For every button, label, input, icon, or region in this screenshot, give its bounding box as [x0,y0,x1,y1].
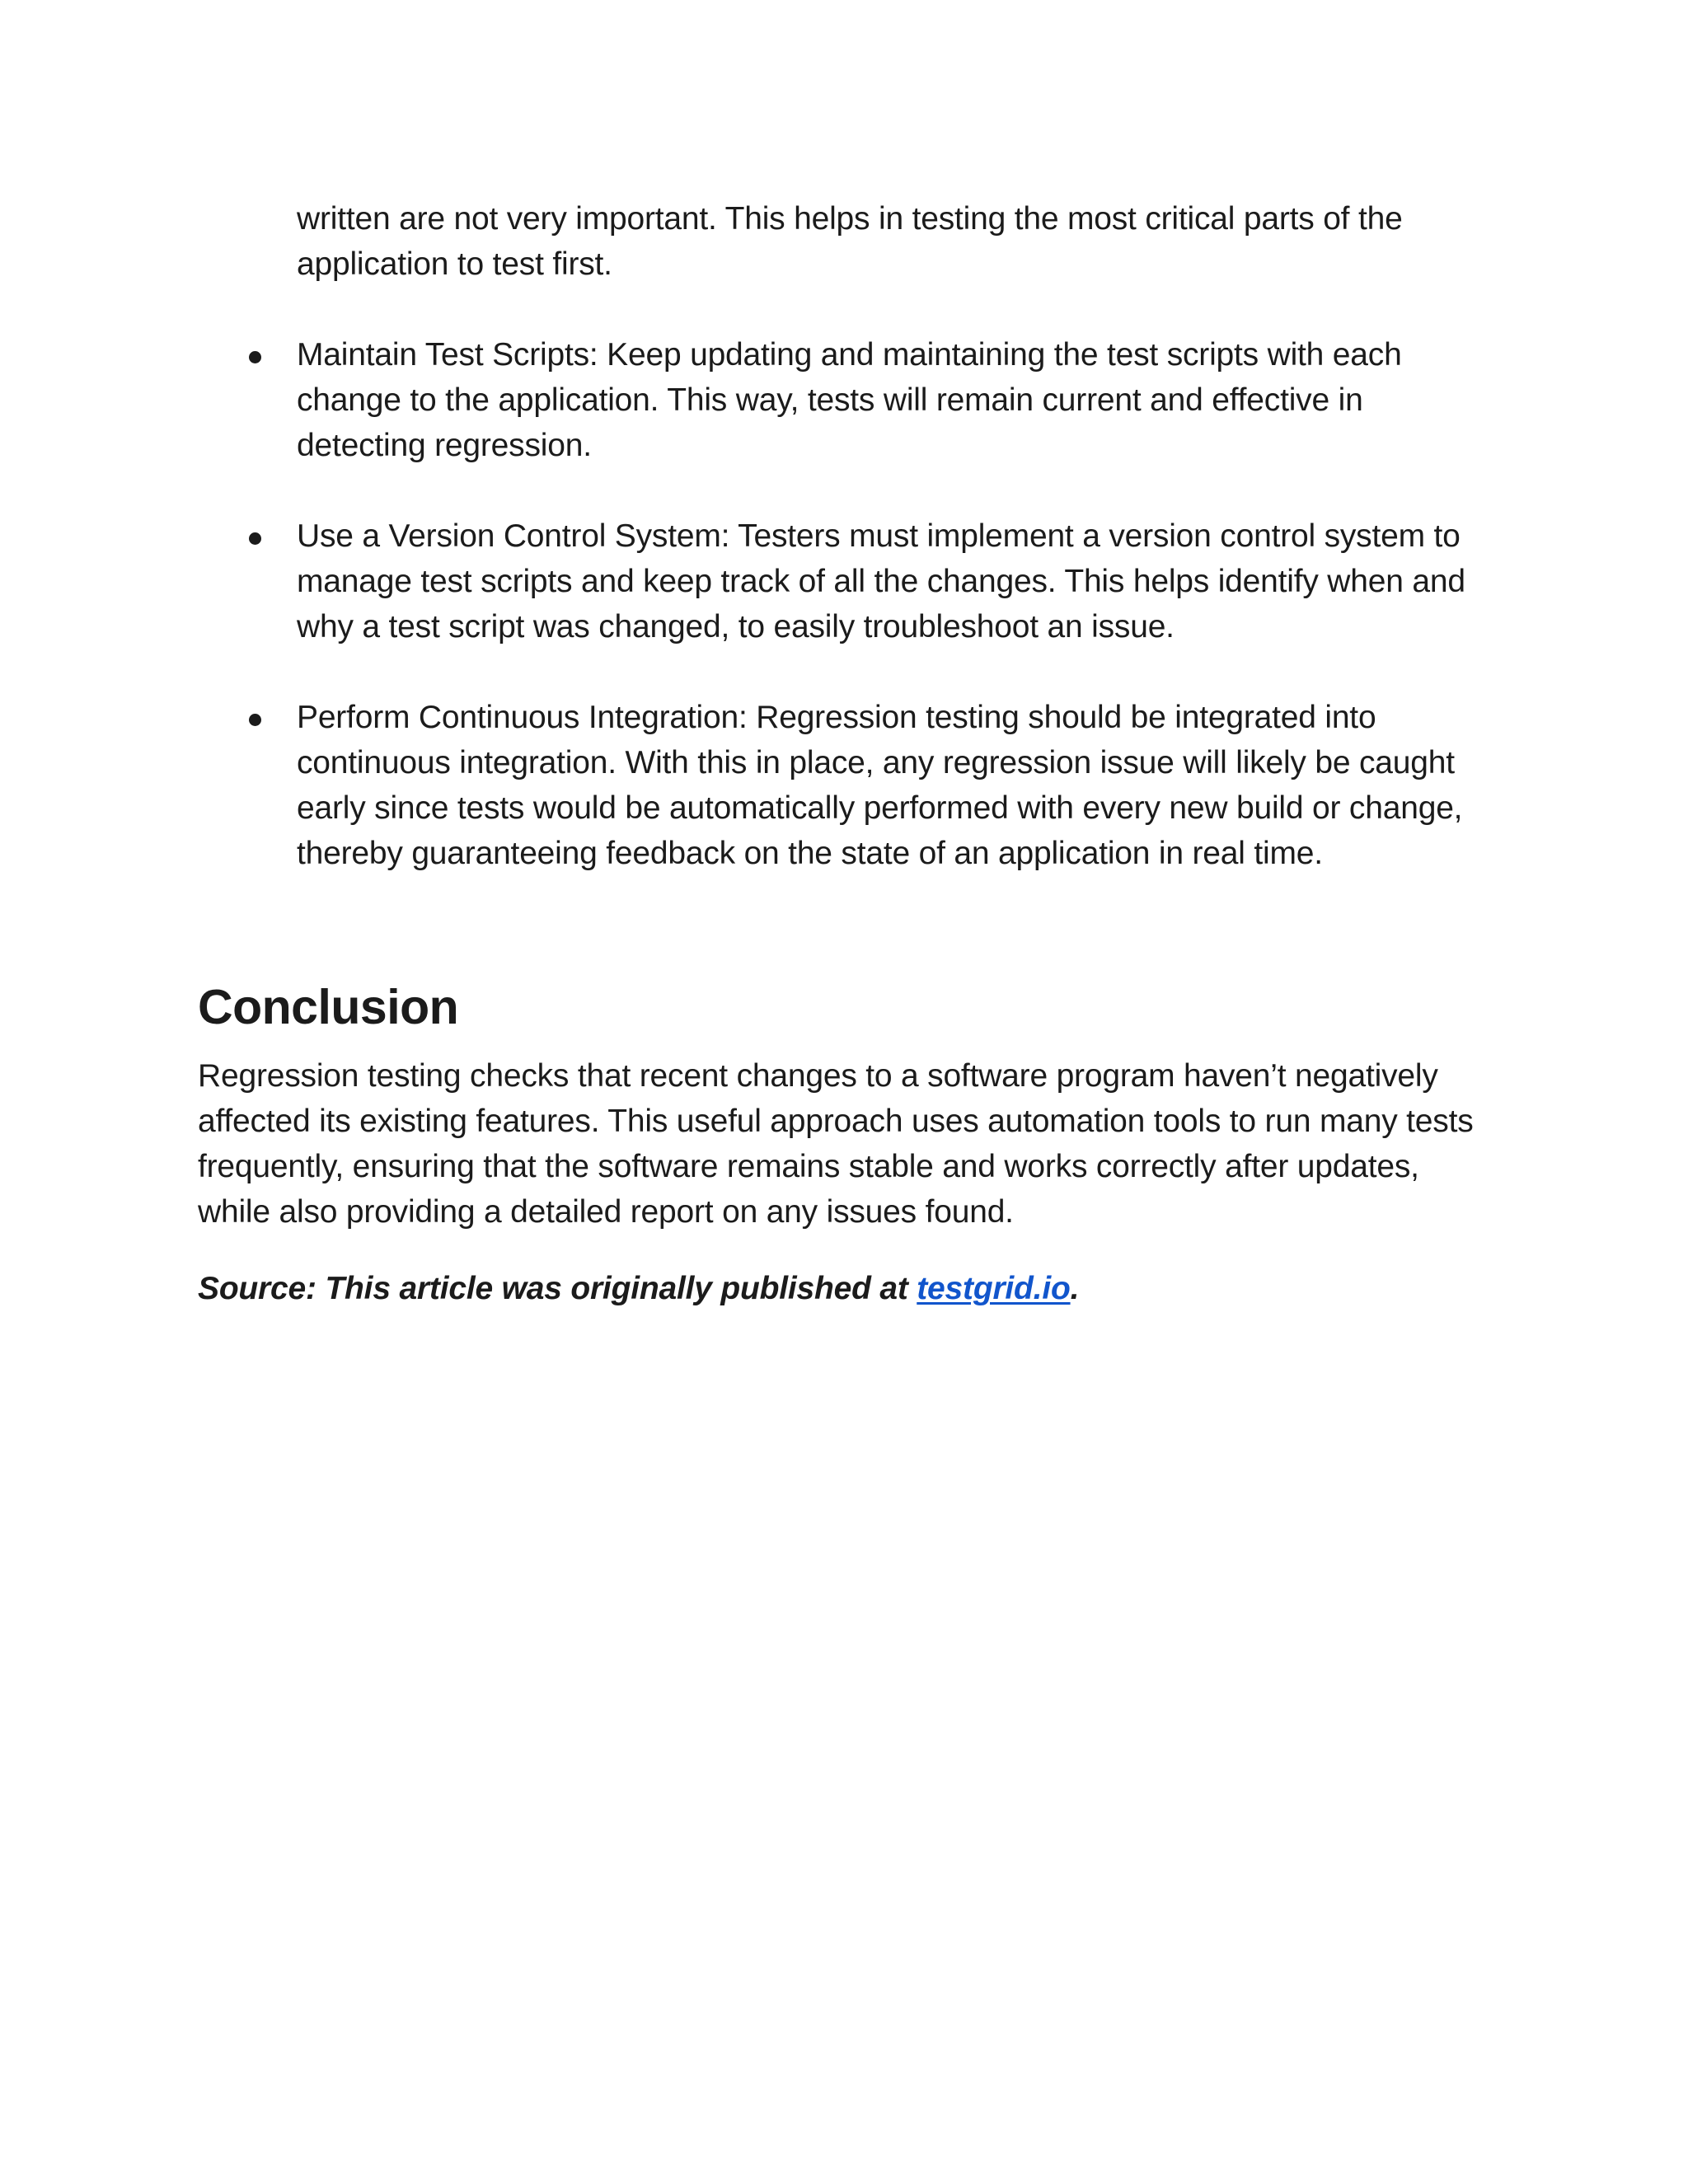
source-link[interactable]: testgrid.io [917,1271,1071,1306]
list-item-text: Use a Version Control System: Testers must implement a version control system to manage test scripts and keep track of all the changes. This helps identify when and why a test script was changed, to easily troubleshoot an issue. [297,518,1465,644]
best-practices-list [198,332,1500,876]
document-content [198,196,1500,1311]
source-prefix: Source: This article was originally published at [198,1271,917,1306]
source-attribution [198,1266,1500,1311]
conclusion-heading: Conclusion [198,980,459,1034]
list-item [198,513,1500,649]
conclusion-paragraph: Regression testing checks that recent changes to a software program haven’t negatively affected its existing features. This useful approach uses automation tools to run many tests frequently, ensuring that the software remains stable and works correctly after updates, while also providing a detailed report on any issues found. [198,1058,1474,1230]
bullet-icon [249,714,261,726]
list-item [198,332,1500,468]
list-item-text: Perform Continuous Integration: Regression testing should be integrated into continuous integration. With this in place, any regression issue will likely be caught early since tests would be automatically performed with every new build or change, thereby guaranteeing feedback on the state of an application in real time. [297,700,1463,871]
source-suffix: . [1070,1271,1080,1306]
bullet-icon [249,532,261,545]
list-item-text: Maintain Test Scripts: Keep updating and maintaining the test scripts with each change to the application. This way, tests will remain current and effective in detecting regression. [297,337,1402,463]
list-item [198,695,1500,876]
bullet-icon [249,351,261,363]
continuation-paragraph: written are not very important. This helps in testing the most critical parts of the application to test first. [297,201,1403,282]
